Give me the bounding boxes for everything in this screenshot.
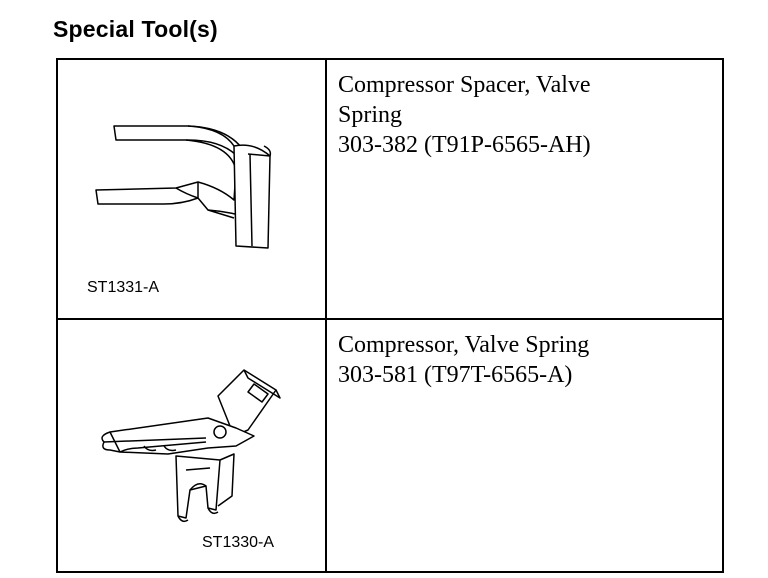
tool-name-line: Spring	[338, 102, 403, 128]
tool-part-number: 303-382 (T91P-6565-AH)	[338, 132, 591, 158]
tool-image-cell	[58, 60, 327, 318]
tool-description-cell	[327, 320, 722, 571]
tool-image-code: ST1331-A	[87, 279, 160, 296]
special-tools-table	[56, 58, 724, 573]
tool-row	[58, 60, 722, 320]
tool-image-code: ST1330-A	[202, 534, 275, 551]
section-heading: Special Tool(s)	[53, 16, 218, 42]
tool-name-line: Compressor Spacer, Valve	[338, 72, 591, 98]
tool-description-cell	[327, 60, 722, 318]
valve-spring-compressor-icon	[58, 320, 325, 573]
tool-part-number: 303-581 (T97T-6565-A)	[338, 362, 573, 388]
tool-row	[58, 320, 722, 571]
tool-image-cell	[58, 320, 327, 571]
tool-name-line: Compressor, Valve Spring	[338, 332, 590, 358]
